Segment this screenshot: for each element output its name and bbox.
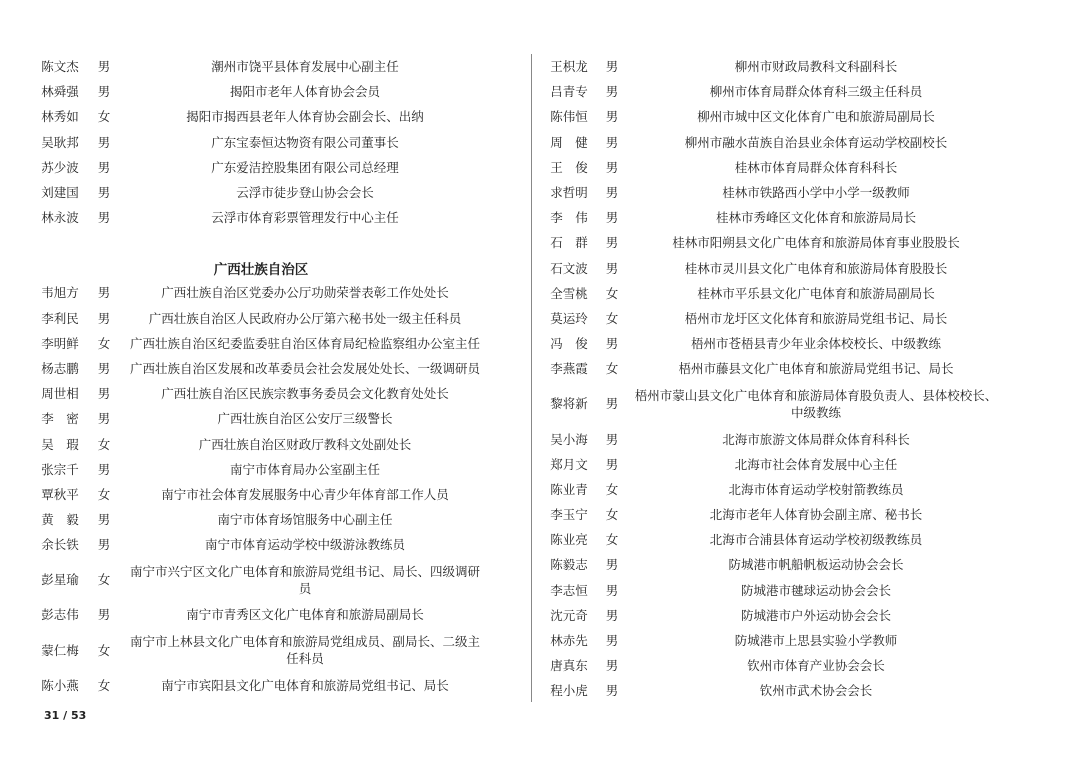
right-list [540, 54, 1006, 704]
table-row [540, 628, 1006, 653]
person-position: 桂林市铁路西小学中小学一级教师 [722, 185, 910, 201]
person-name: 全雪桃 [550, 285, 588, 301]
person-gender: 男 [97, 134, 111, 150]
table-row [32, 602, 490, 627]
table-row [540, 426, 1006, 451]
table-row [32, 557, 490, 602]
left-bottom-list [32, 280, 490, 697]
left-column [32, 54, 490, 698]
table-row [32, 381, 490, 406]
person-gender: 男 [605, 235, 619, 251]
person-gender: 男 [97, 285, 111, 301]
person-position: 南宁市青秀区文化广电体育和旅游局副局长 [186, 607, 424, 623]
person-name: 李志恒 [550, 582, 588, 598]
person-position: 南宁市上林县文化广电体育和旅游局党组成员、副局长、二级主任科员 [129, 634, 480, 667]
person-gender: 男 [605, 336, 619, 352]
person-name: 覃秋平 [41, 486, 79, 502]
table-row [540, 578, 1006, 603]
person-name: 周世相 [41, 386, 79, 402]
person-gender: 男 [605, 683, 619, 699]
person-name: 石文波 [550, 260, 588, 276]
person-gender: 男 [97, 159, 111, 175]
person-gender: 男 [605, 396, 619, 412]
person-name: 黎将新 [550, 396, 588, 412]
person-gender: 男 [605, 185, 619, 201]
person-name: 彭志伟 [41, 607, 79, 623]
table-row [540, 256, 1006, 281]
person-gender: 男 [97, 461, 111, 477]
table-row [540, 502, 1006, 527]
person-position: 南宁市宾阳县文化广电体育和旅游局党组书记、局长 [161, 677, 449, 693]
table-row [32, 673, 490, 698]
table-row [540, 603, 1006, 628]
person-position: 南宁市社会体育发展服务中心青少年体育部工作人员 [161, 486, 449, 502]
person-position: 桂林市灵川县文化广电体育和旅游局体育股股长 [684, 260, 948, 276]
person-name: 蒙仁梅 [41, 642, 79, 658]
person-position: 南宁市兴宁区文化广电体育和旅游局党组书记、局长、四级调研员 [129, 563, 480, 596]
person-gender: 男 [97, 360, 111, 376]
person-position: 梧州市藤县文化广电体育和旅游局党组书记、局长 [678, 361, 954, 377]
person-position: 柳州市融水苗族自治县业余体育运动学校副校长 [684, 134, 948, 150]
person-position: 广东宝泰恒达物资有限公司董事长 [211, 134, 399, 150]
table-row [540, 104, 1006, 129]
person-gender: 女 [97, 335, 111, 351]
person-gender: 男 [605, 456, 619, 472]
table-row [32, 507, 490, 532]
right-column [540, 54, 1006, 704]
table-row [32, 628, 490, 673]
person-gender: 男 [97, 411, 111, 427]
person-name: 陈文杰 [41, 59, 79, 75]
table-row [540, 230, 1006, 255]
person-gender: 女 [97, 642, 111, 658]
table-row [540, 155, 1006, 180]
table-row [540, 306, 1006, 331]
person-gender: 男 [605, 633, 619, 649]
person-position: 北海市老年人体育协会副主席、秘书长 [709, 507, 923, 523]
section-gap [32, 230, 490, 255]
person-name: 林舜强 [41, 84, 79, 100]
person-gender: 女 [97, 436, 111, 452]
person-gender: 男 [97, 59, 111, 75]
table-row [540, 477, 1006, 502]
person-gender: 男 [605, 431, 619, 447]
person-name: 黄 毅 [41, 512, 79, 528]
person-gender: 女 [605, 507, 619, 523]
person-position: 钦州市体育产业协会会长 [747, 658, 885, 674]
person-name: 李 密 [41, 411, 79, 427]
person-position: 南宁市体育运动学校中级游泳教练员 [204, 537, 405, 553]
person-gender: 男 [605, 109, 619, 125]
person-name: 郑月文 [550, 456, 588, 472]
person-gender: 男 [97, 512, 111, 528]
person-position: 广西壮族自治区党委办公厅功勋荣誉表彰工作处处长 [161, 285, 449, 301]
person-position: 梧州市蒙山县文化广电体育和旅游局体育股负责人、县体校校长、中级教练 [634, 387, 998, 420]
person-name: 吴 瑕 [41, 436, 79, 452]
page-number: 31 / 53 [44, 709, 87, 722]
table-row [540, 381, 1006, 426]
person-position: 北海市旅游文体局群众体育科科长 [722, 431, 910, 447]
person-gender: 男 [605, 134, 619, 150]
person-position: 柳州市城中区文化体育广电和旅游局副局长 [697, 109, 935, 125]
table-row [540, 281, 1006, 306]
person-name: 林秀如 [41, 109, 79, 125]
table-row [32, 331, 490, 356]
person-gender: 男 [605, 607, 619, 623]
person-position: 防城港市户外运动协会会长 [740, 607, 891, 623]
person-name: 王 俊 [550, 159, 588, 175]
person-gender: 女 [97, 486, 111, 502]
table-row [540, 205, 1006, 230]
table-row [32, 306, 490, 331]
person-position: 南宁市体育场馆服务中心副主任 [217, 512, 393, 528]
person-position: 桂林市平乐县文化广电体育和旅游局副局长 [697, 285, 935, 301]
person-position: 北海市体育运动学校射箭教练员 [728, 481, 904, 497]
person-name: 吴耿邦 [41, 134, 79, 150]
person-gender: 男 [97, 84, 111, 100]
person-name: 陈小燕 [41, 677, 79, 693]
person-name: 李明鲜 [41, 335, 79, 351]
table-row [540, 79, 1006, 104]
table-row [540, 452, 1006, 477]
person-position: 防城港市毽球运动协会会长 [740, 582, 891, 598]
person-gender: 男 [605, 159, 619, 175]
person-name: 张宗千 [41, 461, 79, 477]
table-row [540, 130, 1006, 155]
table-row [32, 356, 490, 381]
table-row [32, 205, 490, 230]
table-row [540, 552, 1006, 577]
table-row [32, 431, 490, 456]
person-name: 王枳龙 [550, 59, 588, 75]
person-position: 广西壮族自治区发展和改革委员会社会发展处处长、一级调研员 [129, 360, 480, 376]
table-row [32, 280, 490, 305]
person-gender: 男 [97, 210, 111, 226]
person-position: 桂林市体育局群众体育科科长 [734, 159, 898, 175]
person-position: 桂林市阳朔县文化广电体育和旅游局体育事业股股长 [672, 235, 960, 251]
person-gender: 男 [97, 607, 111, 623]
person-name: 彭星瑜 [41, 572, 79, 588]
person-gender: 男 [605, 658, 619, 674]
person-position: 防城港市帆船帆板运动协会会长 [728, 557, 904, 573]
table-row [540, 527, 1006, 552]
person-name: 李玉宁 [550, 507, 588, 523]
person-position: 揭阳市老年人体育协会会员 [229, 84, 380, 100]
person-name: 林永波 [41, 210, 79, 226]
person-position: 梧州市苍梧县青少年业余体校校长、中级教练 [690, 336, 941, 352]
table-row [32, 482, 490, 507]
person-gender: 女 [97, 572, 111, 588]
person-gender: 男 [605, 59, 619, 75]
person-name: 韦旭方 [41, 285, 79, 301]
person-position: 桂林市秀峰区文化体育和旅游局局长 [715, 210, 916, 226]
person-name: 求哲明 [550, 185, 588, 201]
person-name: 陈毅志 [550, 557, 588, 573]
person-gender: 男 [97, 537, 111, 553]
person-name: 唐真东 [550, 658, 588, 674]
person-name: 李燕霞 [550, 361, 588, 377]
table-row [540, 356, 1006, 381]
person-position: 潮州市饶平县体育发展中心副主任 [211, 59, 399, 75]
person-gender: 男 [605, 84, 619, 100]
column-divider [531, 54, 532, 702]
person-position: 南宁市体育局办公室副主任 [229, 461, 380, 477]
table-row [32, 406, 490, 431]
person-name: 陈业青 [550, 481, 588, 497]
person-position: 柳州市体育局群众体育科三级主任科员 [709, 84, 923, 100]
person-name: 杨志鹏 [41, 360, 79, 376]
table-row [32, 79, 490, 104]
table-row [32, 180, 490, 205]
person-position: 防城港市上思县实验小学教师 [734, 633, 898, 649]
person-position: 广西壮族自治区民族宗教事务委员会文化教育处处长 [161, 386, 449, 402]
person-position: 广西壮族自治区财政厅教科文处副处长 [198, 436, 412, 452]
table-row [540, 653, 1006, 678]
person-gender: 女 [97, 109, 111, 125]
person-name: 陈伟恒 [550, 109, 588, 125]
table-row [32, 104, 490, 129]
person-position: 北海市合浦县体育运动学校初级教练员 [709, 532, 923, 548]
person-name: 林赤先 [550, 633, 588, 649]
person-position: 广西壮族自治区纪委监委驻自治区体育局纪检监察组办公室主任 [129, 335, 480, 351]
table-row [32, 155, 490, 180]
person-name: 李 伟 [550, 210, 588, 226]
person-gender: 男 [605, 582, 619, 598]
person-name: 石 群 [550, 235, 588, 251]
person-name: 冯 俊 [550, 336, 588, 352]
person-position: 钦州市武术协会会长 [759, 683, 873, 699]
person-position: 揭阳市揭西县老年人体育协会副会长、出纳 [186, 109, 424, 125]
table-row [32, 532, 490, 557]
person-gender: 男 [605, 260, 619, 276]
person-name: 陈业亮 [550, 532, 588, 548]
person-name: 周 健 [550, 134, 588, 150]
left-top-list [32, 54, 490, 230]
person-gender: 女 [605, 532, 619, 548]
person-gender: 女 [97, 677, 111, 693]
person-name: 程小虎 [550, 683, 588, 699]
person-name: 吴小海 [550, 431, 588, 447]
person-gender: 女 [605, 285, 619, 301]
person-name: 李利民 [41, 310, 79, 326]
person-position: 云浮市体育彩票管理发行中心主任 [211, 210, 399, 226]
person-position: 广西壮族自治区公安厅三级警长 [217, 411, 393, 427]
section-title: 广西壮族自治区 [213, 261, 309, 278]
person-name: 苏少波 [41, 159, 79, 175]
person-gender: 女 [605, 361, 619, 377]
person-gender: 女 [605, 310, 619, 326]
person-name: 余长铁 [41, 537, 79, 553]
person-position: 广西壮族自治区人民政府办公厅第六秘书处一级主任科员 [148, 310, 462, 326]
table-row [540, 678, 1006, 703]
person-name: 沈元奇 [550, 607, 588, 623]
person-gender: 男 [97, 310, 111, 326]
person-name: 刘建国 [41, 185, 79, 201]
table-row [540, 331, 1006, 356]
person-gender: 男 [97, 386, 111, 402]
person-name: 莫运玲 [550, 310, 588, 326]
person-gender: 男 [605, 210, 619, 226]
person-position: 北海市社会体育发展中心主任 [734, 456, 898, 472]
person-position: 柳州市财政局教科文科副科长 [734, 59, 898, 75]
person-gender: 女 [605, 481, 619, 497]
person-name: 吕青专 [550, 84, 588, 100]
table-row [540, 180, 1006, 205]
table-row [32, 130, 490, 155]
person-position: 广东爱洁控股集团有限公司总经理 [211, 159, 399, 175]
table-row [32, 54, 490, 79]
table-row [32, 457, 490, 482]
person-gender: 男 [97, 185, 111, 201]
person-gender: 男 [605, 557, 619, 573]
table-row [540, 54, 1006, 79]
person-position: 云浮市徒步登山协会会长 [236, 185, 374, 201]
person-position: 梧州市龙圩区文化体育和旅游局党组书记、局长 [684, 310, 948, 326]
